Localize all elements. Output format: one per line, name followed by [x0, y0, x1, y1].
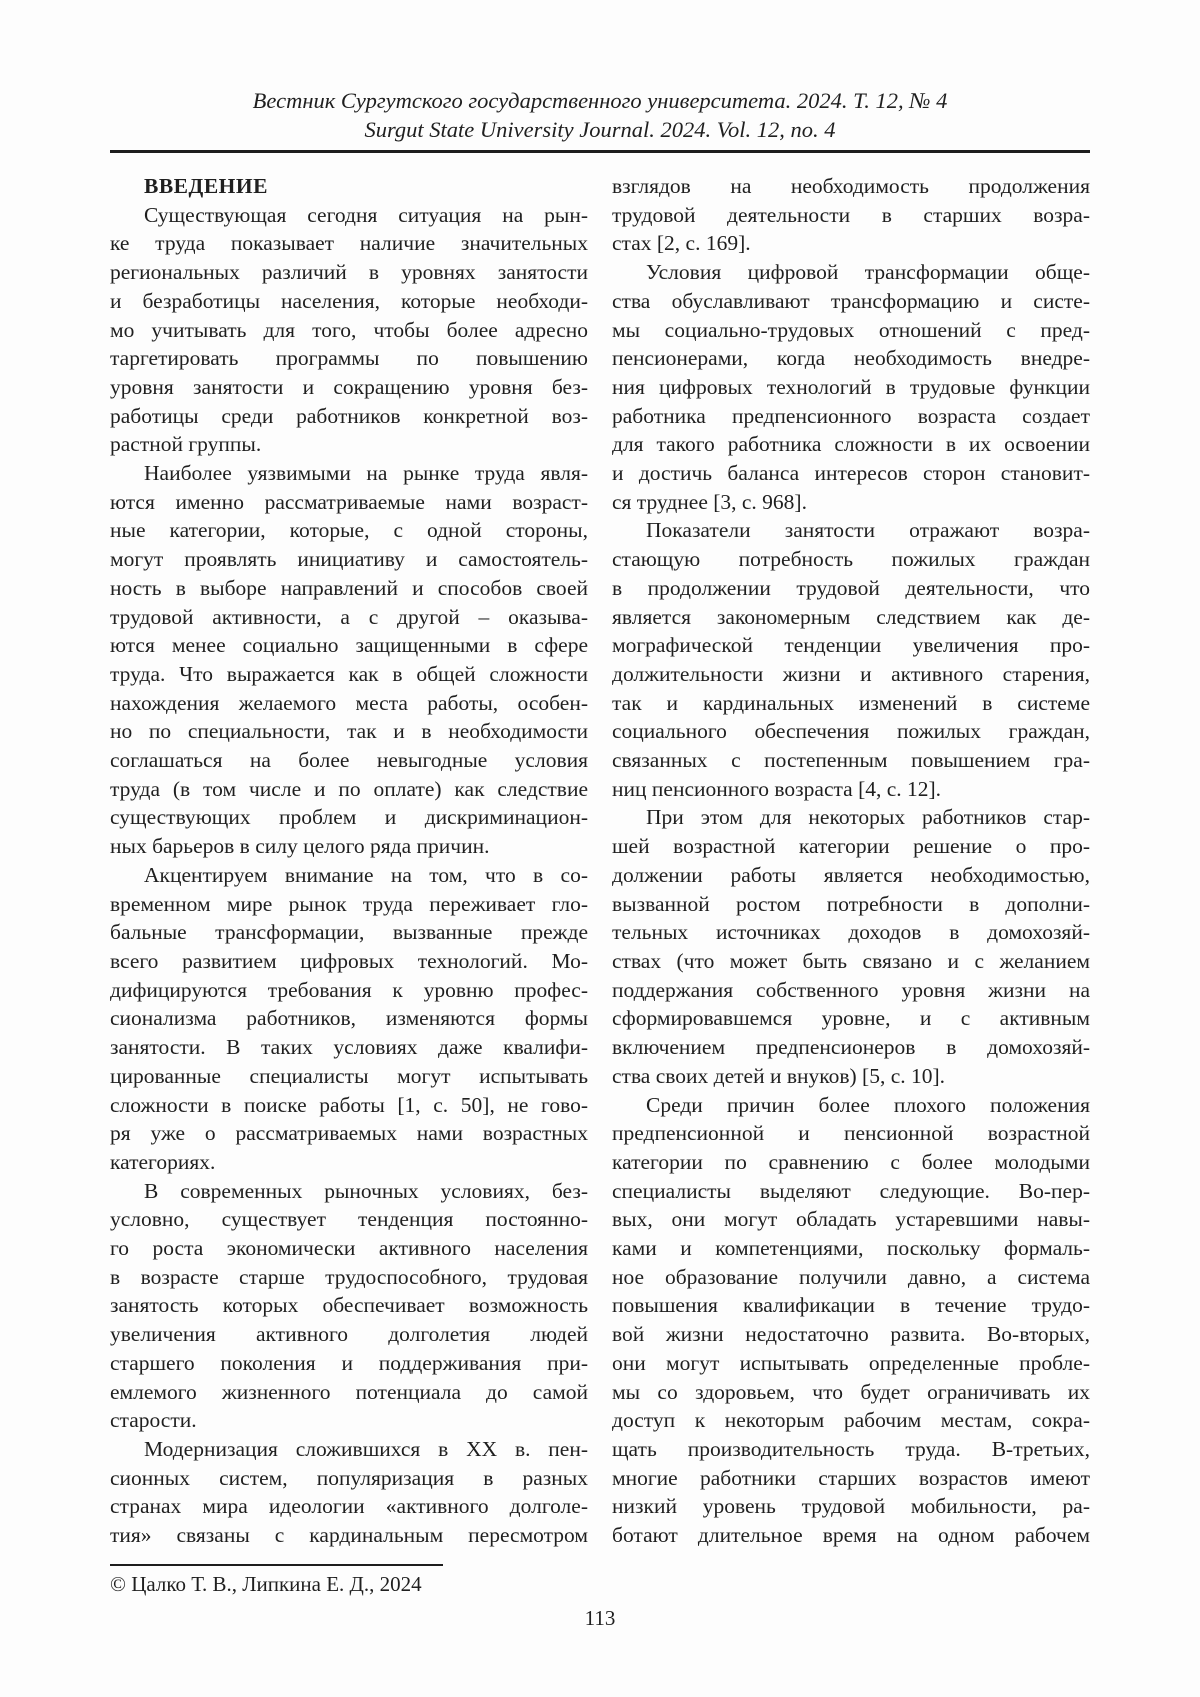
header-rule [110, 150, 1090, 153]
text-line: так и кардинальных изменений в системе [612, 690, 1090, 715]
text-line: При этом для некоторых работников стар- [646, 805, 1090, 830]
text-line: стах [2, с. 169]. [612, 231, 751, 256]
text-line: мы социально-трудовых отношений с пред- [612, 317, 1090, 342]
text-line: ствах (что может быть связано и с желанием [612, 948, 1090, 973]
paragraph [110, 861, 588, 1177]
text-line: цированные специалисты могут испытывать [110, 1063, 588, 1088]
right-column [612, 172, 1090, 1550]
text-line: взглядов на необходимость продолжения [612, 174, 1090, 198]
text-line: в продолжении трудовой деятельности, что [612, 575, 1090, 600]
paragraph [110, 1435, 588, 1550]
text-line: ность в выборе направлений и способов своей [110, 575, 588, 600]
paragraph [110, 201, 588, 459]
text-line: существующих проблем и дискриминацион- [110, 805, 588, 830]
text-line: работицы среди работников конкретной воз- [110, 403, 588, 428]
paragraph [612, 258, 1090, 516]
paragraph [110, 1177, 588, 1435]
text-line: работника предпенсионного возраста создает [612, 403, 1090, 428]
text-line: тельных источниках доходов в домохозяй- [612, 920, 1090, 945]
text-line: ря уже о рассматриваемых нами возрастных [110, 1121, 588, 1146]
text-line: доступ к некоторым рабочим местам, сокра- [612, 1408, 1090, 1433]
paragraph [612, 172, 1090, 258]
text-line: могут проявлять инициативу и самостоятель- [110, 547, 588, 572]
text-line: Условия цифровой трансформации обще- [646, 260, 1090, 285]
text-line: труда (в том числе и по оплате) как следствие [110, 776, 588, 801]
text-line: сформировавшемся уровне, и с активным [612, 1006, 1090, 1031]
text-line: специалисты выделяют следующие. Во-пер- [612, 1178, 1090, 1203]
text-line: мы со здоровьем, что будет ограничивать их [612, 1379, 1090, 1404]
text-line: вых, они могут обладать устаревшими навы- [612, 1207, 1090, 1232]
text-line: старости. [110, 1408, 197, 1433]
text-line: ства своих детей и внуков) [5, с. 10]. [612, 1063, 946, 1088]
text-line: поддержания собственного уровня жизни на [612, 977, 1090, 1002]
text-line: вой жизни недостаточно развита. Во-вторых, [612, 1322, 1090, 1347]
text-line: ке труда показывает наличие значительных [110, 231, 588, 256]
text-line: ное образование получили давно, а система [612, 1264, 1090, 1289]
text-line: ния цифровых технологий в трудовые функции [612, 374, 1090, 399]
text-line: низкий уровень трудовой мобильности, ра- [612, 1494, 1090, 1519]
text-line: ются менее социально защищенными в сфере [110, 633, 588, 658]
text-line: щать производительность труда. В-третьих, [612, 1436, 1090, 1461]
text-line: ные категории, которые, с одной стороны, [110, 518, 588, 543]
text-line: сложности в поиске работы [1, с. 50], не гово- [110, 1092, 588, 1117]
text-line: региональных различий в уровнях занятости [110, 260, 588, 285]
text-line: емлемого жизненного потенциала до самой [110, 1379, 588, 1404]
text-line: трудовой активности, а с другой – оказыва- [110, 604, 588, 629]
text-line: мографической тенденции увеличения про- [612, 633, 1090, 658]
text-line: Наиболее уязвимыми на рынке труда явля- [144, 461, 588, 486]
text-line: ются именно рассматриваемые нами возраст- [110, 489, 588, 514]
text-line: ками и компетенциями, поскольку формаль- [612, 1236, 1090, 1261]
text-line: растной группы. [110, 432, 262, 457]
text-line: пенсионерами, когда необходимость внедре- [612, 346, 1090, 371]
journal-header [110, 86, 1090, 144]
text-line: для такого работника сложности в их освоении [612, 432, 1090, 457]
text-line: многие работники старших возрастов имеют [612, 1465, 1090, 1490]
text-line: ся труднее [3, с. 968]. [612, 489, 807, 514]
text-line: в возрасте старше трудоспособного, трудовая [110, 1264, 588, 1289]
footnote-rule [110, 1564, 443, 1567]
journal-title-en: Surgut State University Journal. 2024. Vol. 12, no. 4 [364, 117, 836, 142]
text-line: Существующая сегодня ситуация на рын- [144, 202, 588, 227]
text-line: тия» связаны с кардинальным пересмотром [110, 1523, 588, 1548]
article-body [110, 172, 1090, 1550]
text-line: го роста экономически активного населения [110, 1236, 588, 1261]
text-line: труда. Что выражается как в общей сложности [110, 661, 588, 686]
text-line: сионных систем, популяризация в разных [110, 1465, 588, 1490]
text-line: ниц пенсионного возраста [4, с. 12]. [612, 776, 942, 801]
text-line: категории по сравнению с более молодыми [612, 1149, 1090, 1174]
text-line: и достичь баланса интересов сторон становит- [612, 461, 1090, 486]
text-line: вызванной ростом потребности в дополни- [612, 891, 1090, 916]
paragraph [612, 803, 1090, 1090]
text-line: Среди причин более плохого положения [646, 1092, 1090, 1117]
text-line: сионализма работников, изменяются формы [110, 1006, 588, 1031]
text-line: и безработицы населения, которые необходи- [110, 288, 588, 313]
text-line: уровня занятости и сокращению уровня без- [110, 374, 588, 399]
left-column [110, 172, 588, 1550]
text-line: соглашаться на более невыгодные условия [110, 748, 588, 773]
text-line: условно, существует тенденция постоянно- [110, 1207, 588, 1232]
journal-title-ru: Вестник Сургутского государственного университета. 2024. Т. 12, № 4 [252, 88, 948, 113]
text-line: категориях. [110, 1149, 216, 1174]
text-line: занятости. В таких условиях даже квалифи- [110, 1035, 588, 1060]
text-line: мо учитывать для того, чтобы более адресно [110, 317, 588, 342]
paragraph [612, 516, 1090, 803]
section-heading: ВВЕДЕНИЕ [144, 174, 268, 198]
text-line: В современных рыночных условиях, без- [144, 1178, 588, 1203]
text-line: дифицируются требования к уровню профес- [110, 977, 588, 1002]
text-line: нахождения желаемого места работы, особен- [110, 690, 588, 715]
text-line: ства обуславливают трансформацию и систе- [612, 288, 1090, 313]
text-line: ных барьеров в силу целого ряда причин. [110, 834, 490, 859]
text-line: старшего поколения и поддерживания при- [110, 1350, 588, 1375]
text-line: Показатели занятости отражают возра- [646, 518, 1090, 543]
text-line: предпенсионной и пенсионной возрастной [612, 1121, 1090, 1146]
text-line: должительности жизни и активного старения, [612, 661, 1090, 686]
text-line: временном мире рынок труда переживает гло- [110, 891, 588, 916]
text-line: должении работы является необходимостью, [612, 862, 1090, 887]
text-line: увеличения активного долголетия людей [110, 1322, 588, 1347]
text-line: включением предпенсионеров в домохозяй- [612, 1035, 1090, 1060]
text-line: Модернизация сложившихся в XX в. пен- [144, 1436, 588, 1461]
text-line: таргетировать программы по повышению [110, 346, 588, 371]
text-line: странах мира идеологии «активного долголе- [110, 1494, 588, 1519]
text-line: Акцентируем внимание на том, что в со- [144, 862, 588, 887]
text-line: социального обеспечения пожилых граждан, [612, 719, 1090, 744]
paragraph [110, 459, 588, 861]
text-line: ботают длительное время на одном рабочем [612, 1523, 1090, 1548]
text-line: но по специальности, так и в необходимости [110, 719, 588, 744]
text-line: является закономерным следствием как де- [612, 604, 1090, 629]
text-line: бальные трансформации, вызванные прежде [110, 920, 588, 945]
text-line: они могут испытывать определенные пробле- [612, 1350, 1090, 1375]
text-line: трудовой деятельности в старших возра- [612, 202, 1090, 227]
text-line: стающую потребность пожилых граждан [612, 547, 1090, 572]
copyright-note: © Цалко Т. В., Липкина Е. Д., 2024 [110, 1572, 422, 1597]
text-line: занятость которых обеспечивает возможность [110, 1293, 588, 1318]
text-line: повышения квалификации в течение трудо- [612, 1293, 1090, 1318]
text-line: всего развитием цифровых технологий. Мо- [110, 948, 588, 973]
text-line: связанных с постепенным повышением гра- [612, 748, 1090, 773]
text-line: шей возрастной категории решение о про- [612, 834, 1090, 859]
paragraph [612, 1091, 1090, 1550]
page-number: 113 [584, 1606, 616, 1631]
